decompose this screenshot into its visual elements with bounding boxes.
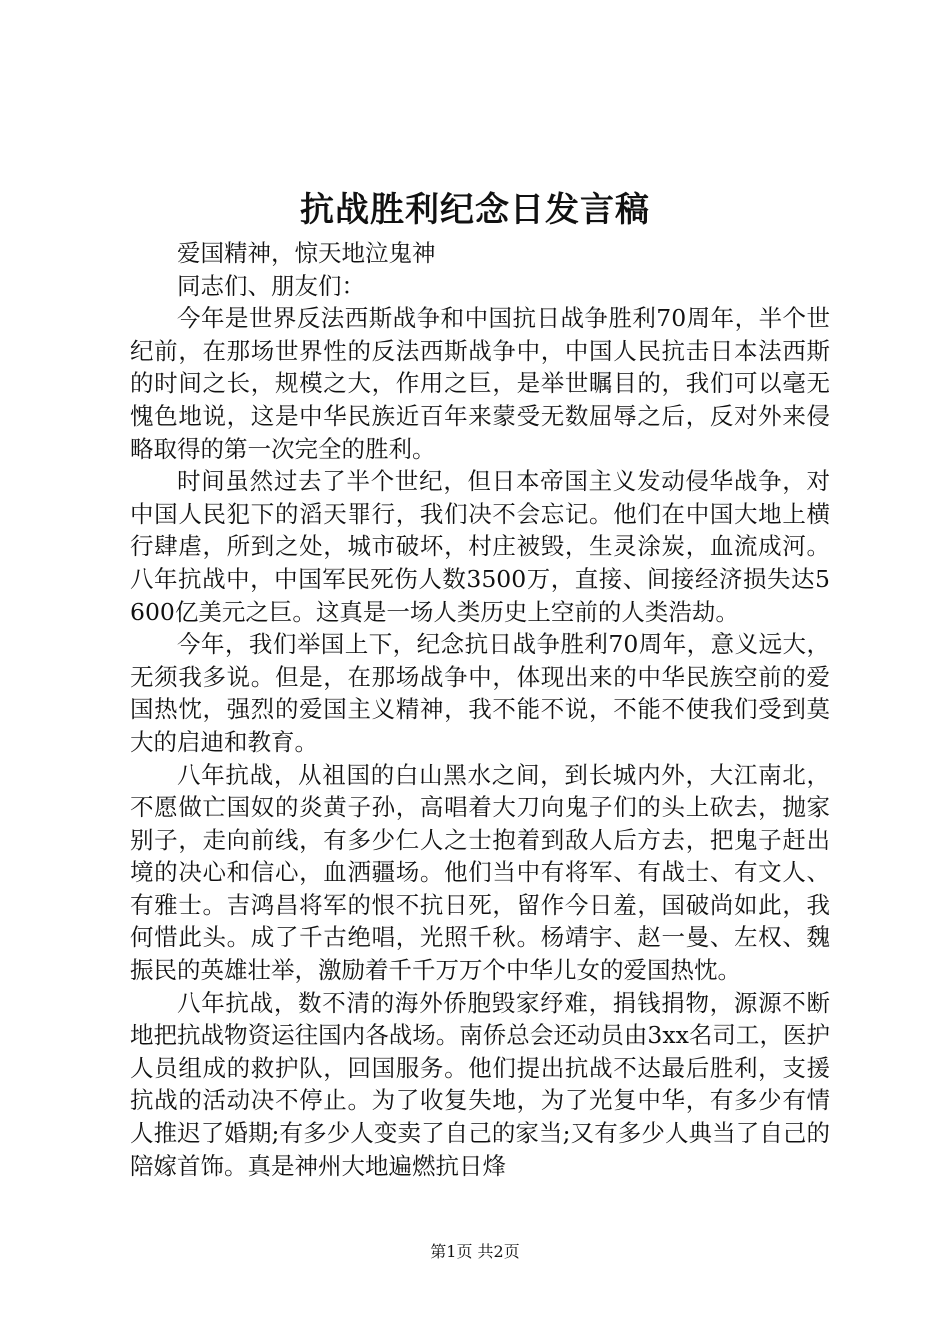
paragraph-body-5: 八年抗战，数不清的海外侨胞毁家纾难，捐钱捐物，源源不断地把抗战物资运往国内各战场。南侨总会还动员由3xx名司工，医护人员组成的救护队，回国服务。他们提出抗战不达最后胜利，支援抗战的活动决不停止。为了收复失地，为了光复中华，有多少有情人推迟了婚期;有多少人变卖了自己的家当;又有多少人典当了自己的陪嫁首饰。真是神州大地遍燃抗日烽 [130,988,830,1180]
page-number-footer: 第1页 共2页 [430,1242,520,1261]
paragraph-salutation: 同志们、朋友们： [177,271,365,300]
paragraph-body-1: 今年是世界反法西斯战争和中国抗日战争胜利70周年，半个世纪前，在那场世界性的反法西斯战争中，中国人民抗击日本法西斯的时间之长，规模之大，作用之巨，是举世瞩目的，我们可以毫无愧色地说，这是中华民族近百年来蒙受无数屈辱之后，反对外来侵略取得的第一次完全的胜利。 [130,304,830,463]
document-body [130,237,830,1182]
paragraph-subtitle: 爱国精神，惊天地泣鬼神 [177,239,436,267]
document-title: 抗战胜利纪念日发言稿 [300,190,650,230]
paragraph-body-3: 今年，我们举国上下，纪念抗日战争胜利70周年，意义远大，无须我多说。但是，在那场战争中，体现出来的中华民族空前的爱国热忱，强烈的爱国主义精神，我不能不说，不能不使我们受到莫大的启迪和教育。 [130,630,830,756]
paragraph-body-4: 八年抗战，从祖国的白山黑水之间，到长城内外，大江南北，不愿做亡国奴的炎黄子孙，高唱着大刀向鬼子们的头上砍去，抛家别子，走向前线，有多少仁人之士抱着到敌人后方去，把鬼子赶出境的决心和信心，血洒疆场。他们当中有将军、有战士、有文人、有雅士。吉鸿昌将军的恨不抗日死，留作今日羞，国破尚如此，我何惜此头。成了千古绝唱，光照千秋。杨靖宇、赵一曼、左权、魏振民的英雄壮举，激励着千千万万个中华儿女的爱国热忱。 [130,760,830,985]
paragraph-body-2: 时间虽然过去了半个世纪，但日本帝国主义发动侵华战争，对中国人民犯下的滔天罪行，我们决不会忘记。他们在中国大地上横行肆虐，所到之处，城市破坏，村庄被毁，生灵涂炭，血流成河。八年抗战中，中国军民死伤人数3500万，直接、间接经济损失达5600亿美元之巨。这真是一场人类历史上空前的人类浩劫。 [130,467,830,626]
